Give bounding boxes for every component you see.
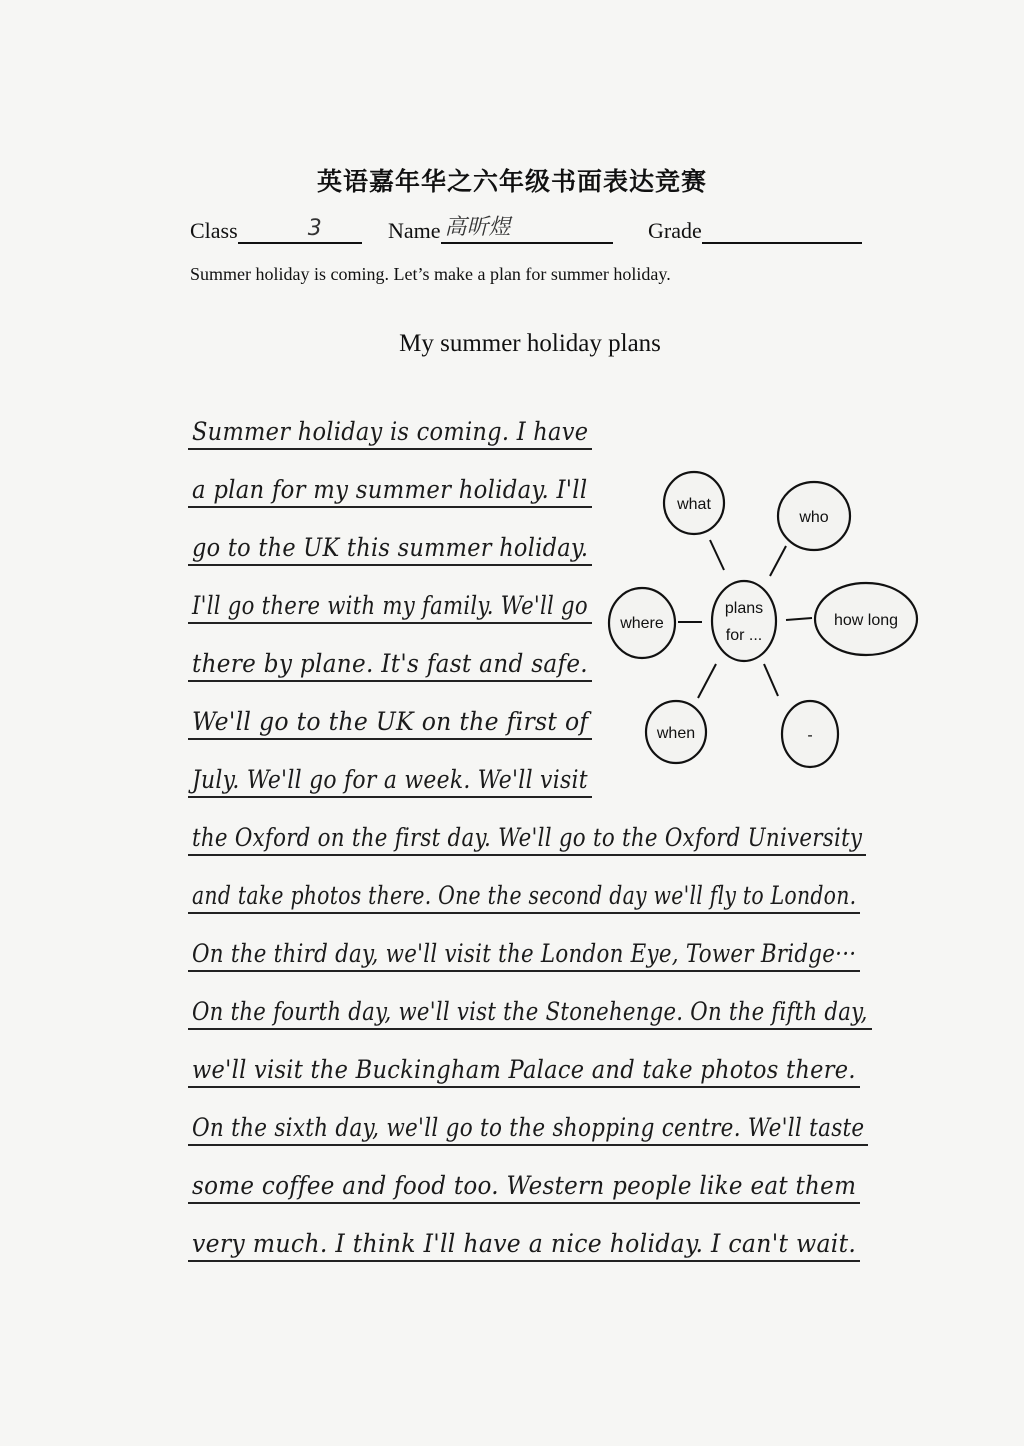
who-label: who bbox=[799, 509, 829, 526]
essay-line: Summer holiday is coming. I have bbox=[188, 392, 592, 450]
center-node bbox=[712, 581, 776, 661]
essay-line: we'll visit the Buckingham Palace and take photos there. bbox=[188, 1030, 860, 1088]
how-long-label: how long bbox=[833, 612, 899, 629]
class-blank bbox=[238, 214, 362, 244]
center-label-2: for ... bbox=[725, 627, 763, 644]
essay-line: We'll go to the UK on the first of bbox=[188, 682, 592, 740]
essay-line: the Oxford on the first day. We'll go to the Oxford University bbox=[188, 798, 866, 856]
grade-blank bbox=[702, 214, 862, 244]
mind-map bbox=[600, 462, 930, 772]
essay-line: On the fourth day, we'll vist the Stonehenge. On the fifth day, bbox=[188, 972, 872, 1030]
essay-title: My summer holiday plans bbox=[399, 330, 661, 357]
essay-line: and take photos there. One the second day we'll fly to London. bbox=[188, 856, 860, 914]
name-blank bbox=[441, 214, 613, 244]
where-label: where bbox=[620, 615, 664, 632]
class-label: Class bbox=[190, 218, 238, 243]
essay-line: On the sixth day, we'll go to the shopping centre. We'll taste bbox=[188, 1088, 868, 1146]
what-label: what bbox=[677, 496, 711, 513]
essay-line: I'll go there with my family. We'll go bbox=[188, 566, 592, 624]
center-label-1: plans bbox=[724, 600, 764, 617]
essay-line: July. We'll go for a week. We'll visit bbox=[188, 740, 592, 798]
essay-line: very much. I think I'll have a nice holiday. I can't wait. bbox=[188, 1204, 860, 1262]
page-title: 英语嘉年华之六年级书面表达竞赛 bbox=[316, 167, 707, 196]
essay-line: go to the UK this summer holiday. bbox=[188, 508, 592, 566]
name-field bbox=[388, 214, 613, 244]
class-field bbox=[190, 214, 362, 244]
name-label: Name bbox=[388, 218, 441, 243]
when-label: when bbox=[656, 725, 696, 742]
grade-label: Grade bbox=[648, 218, 702, 243]
grade-field bbox=[648, 214, 862, 244]
essay-line: On the third day, we'll visit the London Eye, Tower Bridge··· bbox=[188, 914, 860, 972]
essay-line: a plan for my summer holiday. I'll bbox=[188, 450, 592, 508]
essay-line: some coffee and food too. Western people like eat them bbox=[188, 1146, 860, 1204]
other-label: - bbox=[807, 727, 813, 744]
name-value: 高昕煜 bbox=[444, 215, 511, 240]
class-value: 3 bbox=[307, 216, 322, 241]
essay-line: there by plane. It's fast and safe. bbox=[188, 624, 592, 682]
instruction-text: Summer holiday is coming. Let’s make a plan for summer holiday. bbox=[190, 264, 671, 284]
